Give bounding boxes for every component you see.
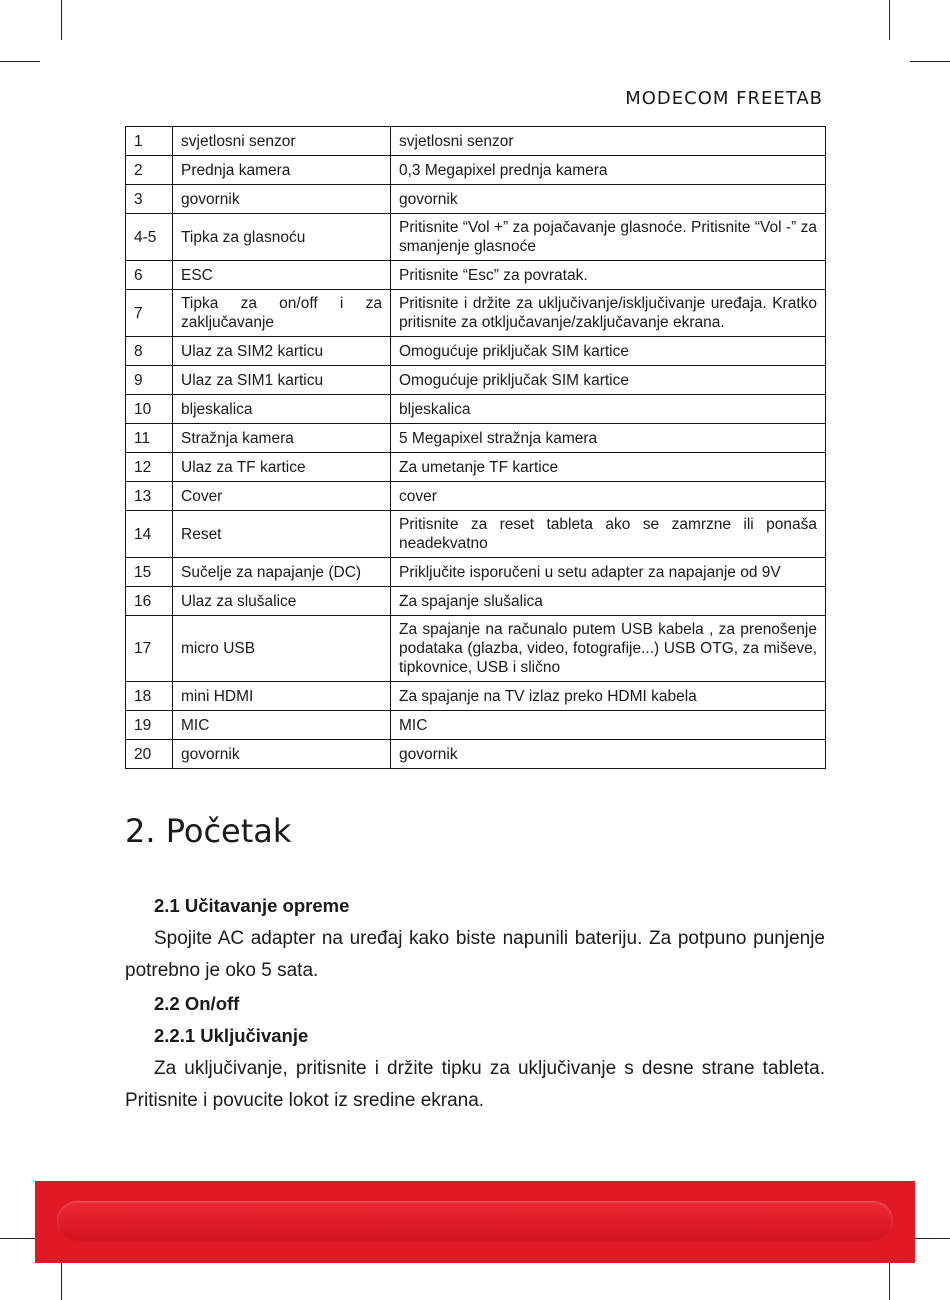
- table-row: [126, 424, 826, 453]
- row-description: Omogućuje priključak SIM kartice: [391, 366, 826, 395]
- table-row: [126, 185, 826, 214]
- spec-table-body: [126, 127, 826, 769]
- row-number: 19: [126, 711, 173, 740]
- row-number: 3: [126, 185, 173, 214]
- row-description: 5 Megapixel stražnja kamera: [391, 424, 826, 453]
- row-number: 2: [126, 156, 173, 185]
- row-part: Ulaz za slušalice: [173, 587, 391, 616]
- row-number: 1: [126, 127, 173, 156]
- row-part: Ulaz za SIM2 karticu: [173, 337, 391, 366]
- table-row: [126, 616, 826, 682]
- crop-mark: [889, 1260, 890, 1300]
- row-description: govornik: [391, 740, 826, 769]
- row-part: govornik: [173, 740, 391, 769]
- table-row: [126, 587, 826, 616]
- footer-pill: [57, 1201, 893, 1241]
- table-row: [126, 740, 826, 769]
- row-part: bljeskalica: [173, 395, 391, 424]
- row-number: 18: [126, 682, 173, 711]
- section-body: [125, 890, 825, 1118]
- row-number: 7: [126, 290, 173, 337]
- table-row: [126, 482, 826, 511]
- row-number: 17: [126, 616, 173, 682]
- table-row: [126, 711, 826, 740]
- paragraph: Za uključivanje, pritisnite i držite tipku za uključivanje s desne strane tableta. Pritisnite i povucite lokot iz sredine ekrana.: [125, 1057, 825, 1111]
- row-description: Omogućuje priključak SIM kartice: [391, 337, 826, 366]
- row-number: 9: [126, 366, 173, 395]
- table-row: [126, 261, 826, 290]
- row-part: Cover: [173, 482, 391, 511]
- spec-table: [125, 126, 826, 769]
- footer-band: [35, 1181, 915, 1263]
- row-description: Za spajanje na računalo putem USB kabela , za prenošenje podataka (glazba, video, fotografije...) USB OTG, za miševe, tipkovnice, USB i slično: [391, 616, 826, 682]
- table-row: [126, 558, 826, 587]
- table-row: [126, 290, 826, 337]
- row-part: Ulaz za TF kartice: [173, 453, 391, 482]
- row-description: 0,3 Megapixel prednja kamera: [391, 156, 826, 185]
- row-number: 11: [126, 424, 173, 453]
- row-part: Prednja kamera: [173, 156, 391, 185]
- row-part: Ulaz za SIM1 karticu: [173, 366, 391, 395]
- table-row: [126, 127, 826, 156]
- row-part: Tipka za on/off i za zaključavanje: [173, 290, 391, 337]
- crop-mark: [889, 0, 890, 40]
- row-description: bljeskalica: [391, 395, 826, 424]
- brand-header: MODECOM FREETAB: [625, 88, 823, 109]
- row-number: 4-5: [126, 214, 173, 261]
- table-row: [126, 214, 826, 261]
- table-row: [126, 156, 826, 185]
- subsection-title: 2.2.1 Uključivanje: [154, 1025, 309, 1046]
- row-description: Za spajanje slušalica: [391, 587, 826, 616]
- row-part: govornik: [173, 185, 391, 214]
- row-number: 14: [126, 511, 173, 558]
- crop-mark: [0, 61, 40, 62]
- row-part: MIC: [173, 711, 391, 740]
- row-description: Pritisnite za reset tableta ako se zamrzne ili ponaša neadekvatno: [391, 511, 826, 558]
- table-row: [126, 453, 826, 482]
- row-part: Sučelje za napajanje (DC): [173, 558, 391, 587]
- row-description: Za spajanje na TV izlaz preko HDMI kabela: [391, 682, 826, 711]
- section-title: 2. Početak: [125, 812, 292, 850]
- subsection-title: 2.2 On/off: [154, 992, 240, 1014]
- row-description: Pritisnite “Esc” za povratak.: [391, 261, 826, 290]
- row-part: Reset: [173, 511, 391, 558]
- crop-mark: [61, 0, 62, 40]
- crop-mark: [61, 1260, 62, 1300]
- table-row: [126, 337, 826, 366]
- row-number: 10: [126, 395, 173, 424]
- crop-mark: [0, 1238, 40, 1239]
- row-description: Za umetanje TF kartice: [391, 453, 826, 482]
- row-description: svjetlosni senzor: [391, 127, 826, 156]
- subsection-title: 2.1 Učitavanje opreme: [154, 895, 350, 916]
- row-part: svjetlosni senzor: [173, 127, 391, 156]
- paragraph: Spojite AC adapter na uređaj kako biste napunili bateriju. Za potpuno punjenje potrebno je oko 5 sata.: [125, 927, 825, 981]
- row-part: micro USB: [173, 616, 391, 682]
- row-number: 8: [126, 337, 173, 366]
- row-part: Tipka za glasnoću: [173, 214, 391, 261]
- table-row: [126, 511, 826, 558]
- row-number: 15: [126, 558, 173, 587]
- table-row: [126, 366, 826, 395]
- row-number: 20: [126, 740, 173, 769]
- table-row: [126, 682, 826, 711]
- row-part: Stražnja kamera: [173, 424, 391, 453]
- row-description: Pritisnite “Vol +” za pojačavanje glasnoće. Pritisnite “Vol -” za smanjenje glasnoće: [391, 214, 826, 261]
- row-part: mini HDMI: [173, 682, 391, 711]
- crop-mark: [910, 1238, 950, 1239]
- row-number: 6: [126, 261, 173, 290]
- row-number: 12: [126, 453, 173, 482]
- row-number: 13: [126, 482, 173, 511]
- row-description: Pritisnite i držite za uključivanje/isključivanje uređaja. Kratko pritisnite za otključavanje/zaključavanje ekrana.: [391, 290, 826, 337]
- row-description: MIC: [391, 711, 826, 740]
- row-description: Priključite isporučeni u setu adapter za napajanje od 9V: [391, 558, 826, 587]
- row-description: cover: [391, 482, 826, 511]
- row-part: ESC: [173, 261, 391, 290]
- crop-mark: [910, 61, 950, 62]
- row-number: 16: [126, 587, 173, 616]
- row-description: govornik: [391, 185, 826, 214]
- table-row: [126, 395, 826, 424]
